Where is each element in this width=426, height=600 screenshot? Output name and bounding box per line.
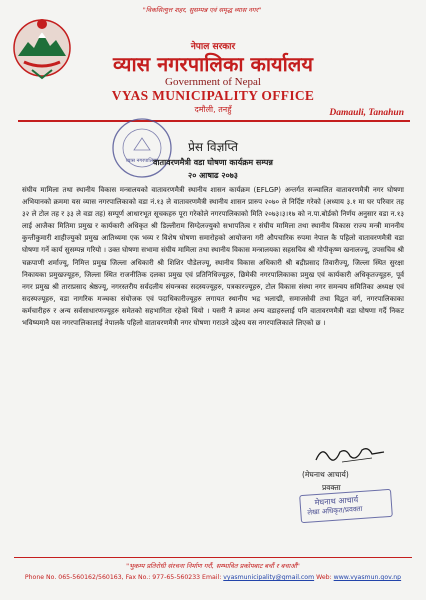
government-label-np: नेपाल सरकार xyxy=(190,42,236,52)
footer-motto: "भुकम्प प्रतिरोधी संरचना निर्माण गरौं, सम्भावित प्रकोपबाट बचौं र बचाऔं" xyxy=(126,562,300,570)
email-link[interactable]: vyasmunicipality@gmail.com xyxy=(223,574,315,581)
signature-icon xyxy=(312,442,388,468)
body-paragraph: संघीय मामिला तथा स्थानीय विकास मन्त्रालयको वातावरणमैत्री स्थानीय शासन कार्यक्रम (EFLGP) अन्तर्गत सञ्चालित वातावरणमैत्री नगर घोषणा अभियानको क्रममा यस व्यास नगरपालिकाको वडा नं.१३ ले वातावरणमैत्री स्थानीय शासन प्रारुप २०७० ले निर्दिष्ट गरेको (अध्याय ३.१ मा घर परिवार तह ३२ ले टोल तह र ३३ ले वडा तह) सम्पूर्ण आधारभूत सूचकहरु पूरा गरेकोले नगरपालिकाको मिति २०७३।३।१७ को न.पा.बोर्डको निर्णय अनुसार वडा न.१३ लाई आजैका मितिमा प्रमुख र कार्यकारी अधिकृत श्री डिल्लीराम सिग्देलज्युको सभापतित्व र संघीय मामिला तथा स्थानीय विकास राज्य मन्त्री माननीय कुन्तीकुमारी शाहीज्युको प्रमुख आतिथ्यमा एक भव्य र विशेष घोषणा समारोहको आयोजना गरी औपचारिक रुपमा नेपाल कै पहिलो वातावरणमैत्री वडा घोषणा गर्ने कार्य सुसम्पन्न गरियो । उक्त घोषणा सभामा संघीय मामिला तथा स्थानीय विकास मन्त्रालयका सहसचिव श्री गोपीकृष्ण खनालज्यू, उपसचिव श्री चक्रपाणी शर्माज्यू, निमित्त प्रमुख जिल्ला अधिकारी श्री शिशिर पौडेलज्यू, स्थानीय विकास अधिकारी श्री बद्रीप्रसाद तिवारीज्यू, जिल्ला स्थित सुरक्षा निकायका प्रमुखज्यूहरु, जिल्ला स्थित राजनीतिक दलका प्रमुख एवं प्रतिनिधिज्यूहरु, छिमेकी नगरपालिकाका प्रमुख एवं कार्यकारी अधिकृतज्यूहरु, पूर्व नगर प्रमुख श्री ताराप्रसाद श्रेष्ठज्यू, नगरस्तरीय सर्वदलीय संयन्त्रका सदस्यज्यूहरु, पत्रकारज्यूहरु, टोल विकास संस्था नगर समन्वय समितिका अध्यक्ष एवं सदस्यज्यूहरु, वडा नागरिक मञ्चका संयोजक एवं पदाधिकारीज्यूहरु लगायत स्थानीय भद्र भलाद्मी, समाजसेवी तथा विद्वत वर्ग, नगरपालिकाका कर्मचारीहरु र अन्य सर्वसाधारणज्यूहरु समेतको सहभागिता रहेको थियो । यसरी नै क्रमश अन्य वडाहरुलाई पनि वातावरणमैत्री वडा घोषणा गर्दै निकट भविष्यमानै यस नगरपालिकालाई नेपालकै पहिलो वातावरणमैत्री नगर घोषणा गराउने उद्देश्य यस नगरपालिकाले लिएको छ । xyxy=(22,186,404,328)
signatory-stamp-name: मेघनाथ आचार्य xyxy=(314,495,359,508)
signatory-role: प्रवक्ता xyxy=(322,483,341,492)
header-divider xyxy=(18,120,410,122)
government-label-en: Government of Nepal xyxy=(165,76,261,88)
office-name-en: VYAS MUNICIPALITY OFFICE xyxy=(111,88,315,103)
signatory-stamp xyxy=(299,489,393,523)
address-np: दमौली, तनहुँ xyxy=(194,105,232,114)
signatory-name: (मेघनाथ आचार्य) xyxy=(302,470,349,479)
web-label: Web: xyxy=(316,574,332,581)
notice-subtitle: वातावरणमैत्री वडा घोषणा कार्यक्रम सम्पन्न xyxy=(153,158,273,167)
svg-text:व्यास नगरपालिका: व्यास नगरपालिका xyxy=(125,158,159,164)
office-name-np: व्यास नगरपालिका कार्यालय xyxy=(113,52,313,76)
website-link[interactable]: www.vyasmun.gov.np xyxy=(333,574,402,581)
contact-text: Phone No. 065-560162/560163, Fax No.: 977-65-560233 Email: xyxy=(24,574,222,581)
header-motto: "विकसित्युत्त शहर, सुसम्पन्न एवं समृद्ध व्यास नगर" xyxy=(142,6,262,14)
notice-date: २० आषाढ २०७३ xyxy=(188,171,238,180)
signatory-stamp-role: लेखा अधिकृत/प्रवक्ता xyxy=(307,504,363,517)
address-en: Damauli, Tanahun xyxy=(329,108,404,118)
footer-contact xyxy=(10,574,416,581)
notice-title: प्रेस विज्ञप्ति xyxy=(188,140,238,154)
footer-divider xyxy=(14,557,412,558)
